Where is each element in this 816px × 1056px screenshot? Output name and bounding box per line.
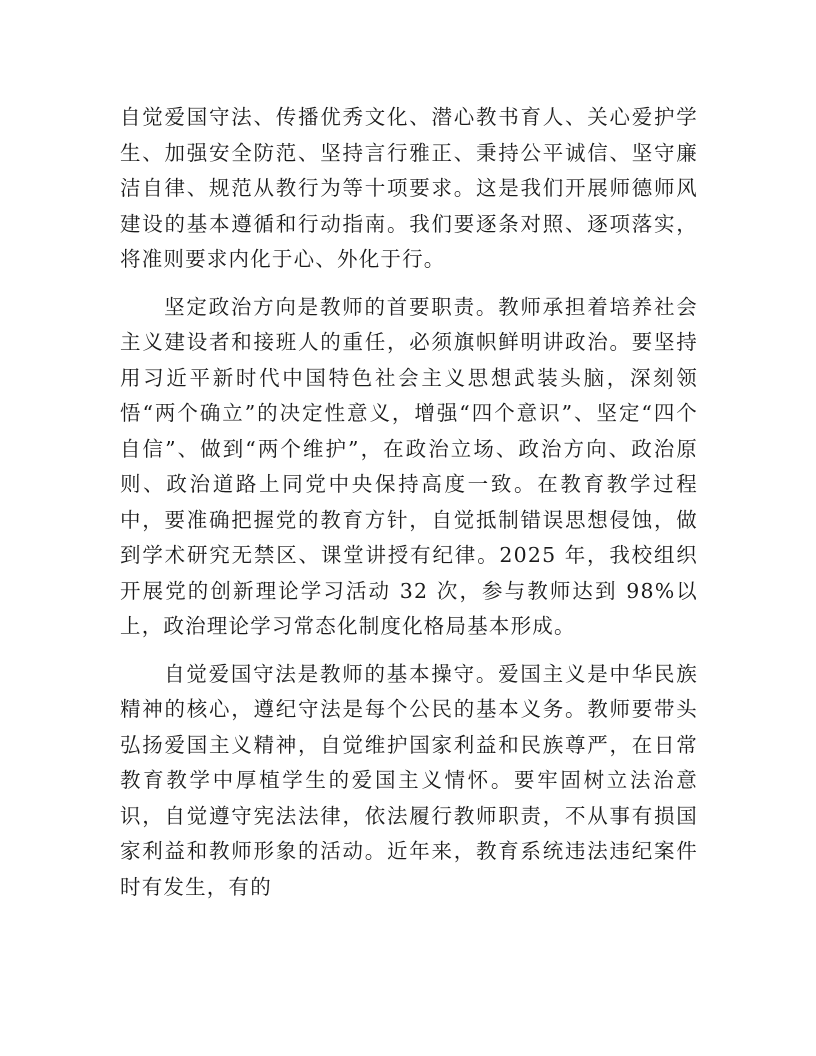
paragraph-3: 自觉爱国守法是教师的基本操守。爱国主义是中华民族精神的核心，遵纪守法是每个公民的基本义务。教师要带头弘扬爱国主义精神，自觉维护国家利益和民族尊严，在日常教育教学中厚植学生的爱国主义情怀。要牢固树立法治意识，自觉遵守宪法法律，依法履行教师职责，不从事有损国家利益和教师形象的活动。近年来，教育系统违法违纪案件时有发生，有的 [120,661,698,899]
paragraph-1: 自觉爱国守法、传播优秀文化、潜心教书育人、关心爱护学生、加强安全防范、坚持言行雅正、秉持公平诚信、坚守廉洁自律、规范从教行为等十项要求。这是我们开展师德师风建设的基本遵循和行动指南。我们要逐条对照、逐项落实，将准则要求内化于心、外化于行。 [120,105,698,271]
paragraph-2: 坚定政治方向是教师的首要职责。教师承担着培养社会主义建设者和接班人的重任，必须旗帜鲜明讲政治。要坚持用习近平新时代中国特色社会主义思想武装头脑，深刻领悟“两个确立”的决定性意义，增强“四个意识”、坚定“四个自信”、做到“两个维护”，在政治立场、政治方向、政治原则、政治道路上同党中央保持高度一致。在教育教学过程中，要准确把握党的教育方针，自觉抵制错误思想侵蚀，做到学术研究无禁区、课堂讲授有纪律。2025 年，我校组织开展党的创新理论学习活动 32 次，参与教师达到 98%以上，政治理论学习常态化制度化格局基本形成。 [120,294,698,638]
document-body [120,100,698,917]
